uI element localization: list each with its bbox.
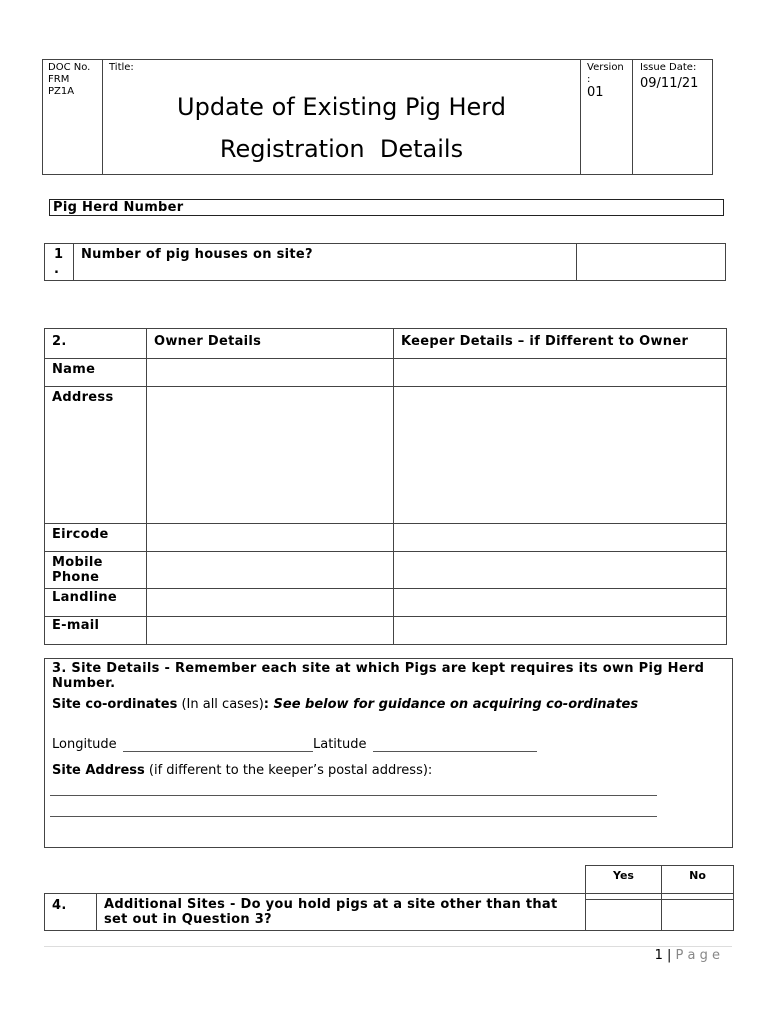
header-divider bbox=[632, 59, 633, 175]
site-address-input-line[interactable] bbox=[50, 816, 657, 817]
owner-eircode-field[interactable] bbox=[147, 524, 394, 552]
q1-table bbox=[44, 243, 726, 281]
owner-mobile-field[interactable] bbox=[147, 552, 394, 589]
page-word: P a g e bbox=[675, 948, 720, 963]
page-title bbox=[103, 86, 580, 170]
version-block bbox=[587, 62, 624, 100]
site-address-paren: (if different to the keeper’s postal address): bbox=[144, 763, 433, 778]
keeper-landline-field[interactable] bbox=[394, 589, 727, 617]
version-value: 01 bbox=[587, 85, 604, 100]
latitude-label: Latitude bbox=[313, 737, 367, 752]
q4-number: 4. bbox=[45, 894, 97, 931]
doc-no-line2: PZ1A bbox=[48, 86, 75, 97]
no-header: No bbox=[662, 866, 734, 900]
owner-details-header: Owner Details bbox=[147, 329, 394, 359]
herd-number-label: Pig Herd Number bbox=[53, 200, 184, 215]
row-label-name: Name bbox=[45, 359, 147, 387]
row-label-eircode: Eircode bbox=[45, 524, 147, 552]
doc-no-line1: FRM bbox=[48, 74, 70, 85]
keeper-address-field[interactable] bbox=[394, 387, 727, 524]
version-colon: : bbox=[587, 74, 591, 85]
keeper-email-field[interactable] bbox=[394, 617, 727, 645]
q1-question: Number of pig houses on site? bbox=[74, 244, 577, 281]
site-address-input-line[interactable] bbox=[50, 795, 657, 796]
page-footer bbox=[600, 948, 720, 963]
coords-label: Site co-ordinates bbox=[52, 697, 178, 712]
owner-landline-field[interactable] bbox=[147, 589, 394, 617]
page-number: 1 bbox=[654, 948, 663, 963]
keeper-mobile-field[interactable] bbox=[394, 552, 727, 589]
site-address-line bbox=[52, 763, 432, 778]
q1-answer-field[interactable] bbox=[577, 244, 726, 281]
issue-date-value: 09/11/21 bbox=[640, 76, 699, 91]
q1-number-line1: 1 bbox=[54, 247, 64, 262]
doc-no-label: DOC No. bbox=[48, 62, 91, 73]
title-label: Title: bbox=[109, 62, 134, 73]
q2-number: 2. bbox=[45, 329, 147, 359]
coords-colon: : bbox=[263, 697, 274, 712]
latitude-input-line[interactable] bbox=[373, 751, 537, 752]
longitude-input-line[interactable] bbox=[123, 751, 313, 752]
q1-number-line2: . bbox=[54, 262, 60, 277]
row-label-address: Address bbox=[45, 387, 147, 524]
keeper-name-field[interactable] bbox=[394, 359, 727, 387]
q4-yes-field[interactable] bbox=[586, 894, 662, 931]
owner-address-field[interactable] bbox=[147, 387, 394, 524]
longitude-label: Longitude bbox=[52, 737, 117, 752]
coords-guidance: See below for guidance on acquiring co-ordinates bbox=[273, 697, 639, 712]
q1-number bbox=[45, 244, 74, 281]
yes-header: Yes bbox=[586, 866, 662, 900]
page-separator: | bbox=[662, 948, 676, 963]
q4-no-field[interactable] bbox=[662, 894, 734, 931]
issue-date-label: Issue Date: bbox=[640, 62, 697, 73]
q4-question: Additional Sites - Do you hold pigs at a site other than that set out in Question 3? bbox=[97, 894, 586, 931]
version-label: Version bbox=[587, 62, 624, 73]
site-address-label: Site Address bbox=[52, 763, 145, 778]
owner-name-field[interactable] bbox=[147, 359, 394, 387]
row-label-landline: Landline bbox=[45, 589, 147, 617]
q2-table bbox=[44, 328, 727, 645]
keeper-eircode-field[interactable] bbox=[394, 524, 727, 552]
title-line1: Update of Existing Pig Herd bbox=[177, 93, 506, 121]
coords-paren: (In all cases) bbox=[177, 697, 264, 712]
title-line2: Registration Details bbox=[219, 135, 464, 163]
doc-no-block bbox=[48, 62, 90, 98]
keeper-details-header: Keeper Details – if Different to Owner bbox=[394, 329, 727, 359]
site-coords-line bbox=[52, 697, 638, 712]
issue-date-block bbox=[640, 62, 698, 92]
row-label-mobile-phone: Mobile Phone bbox=[45, 552, 147, 589]
q4-table bbox=[44, 893, 734, 931]
herd-number-field[interactable] bbox=[49, 199, 724, 216]
row-label-email: E-mail bbox=[45, 617, 147, 645]
site-details-title: 3. Site Details - Remember each site at which Pigs are kept requires its own Pig Herd Number. bbox=[52, 661, 705, 691]
owner-email-field[interactable] bbox=[147, 617, 394, 645]
header-divider bbox=[580, 59, 581, 175]
footer-rule bbox=[44, 946, 732, 947]
